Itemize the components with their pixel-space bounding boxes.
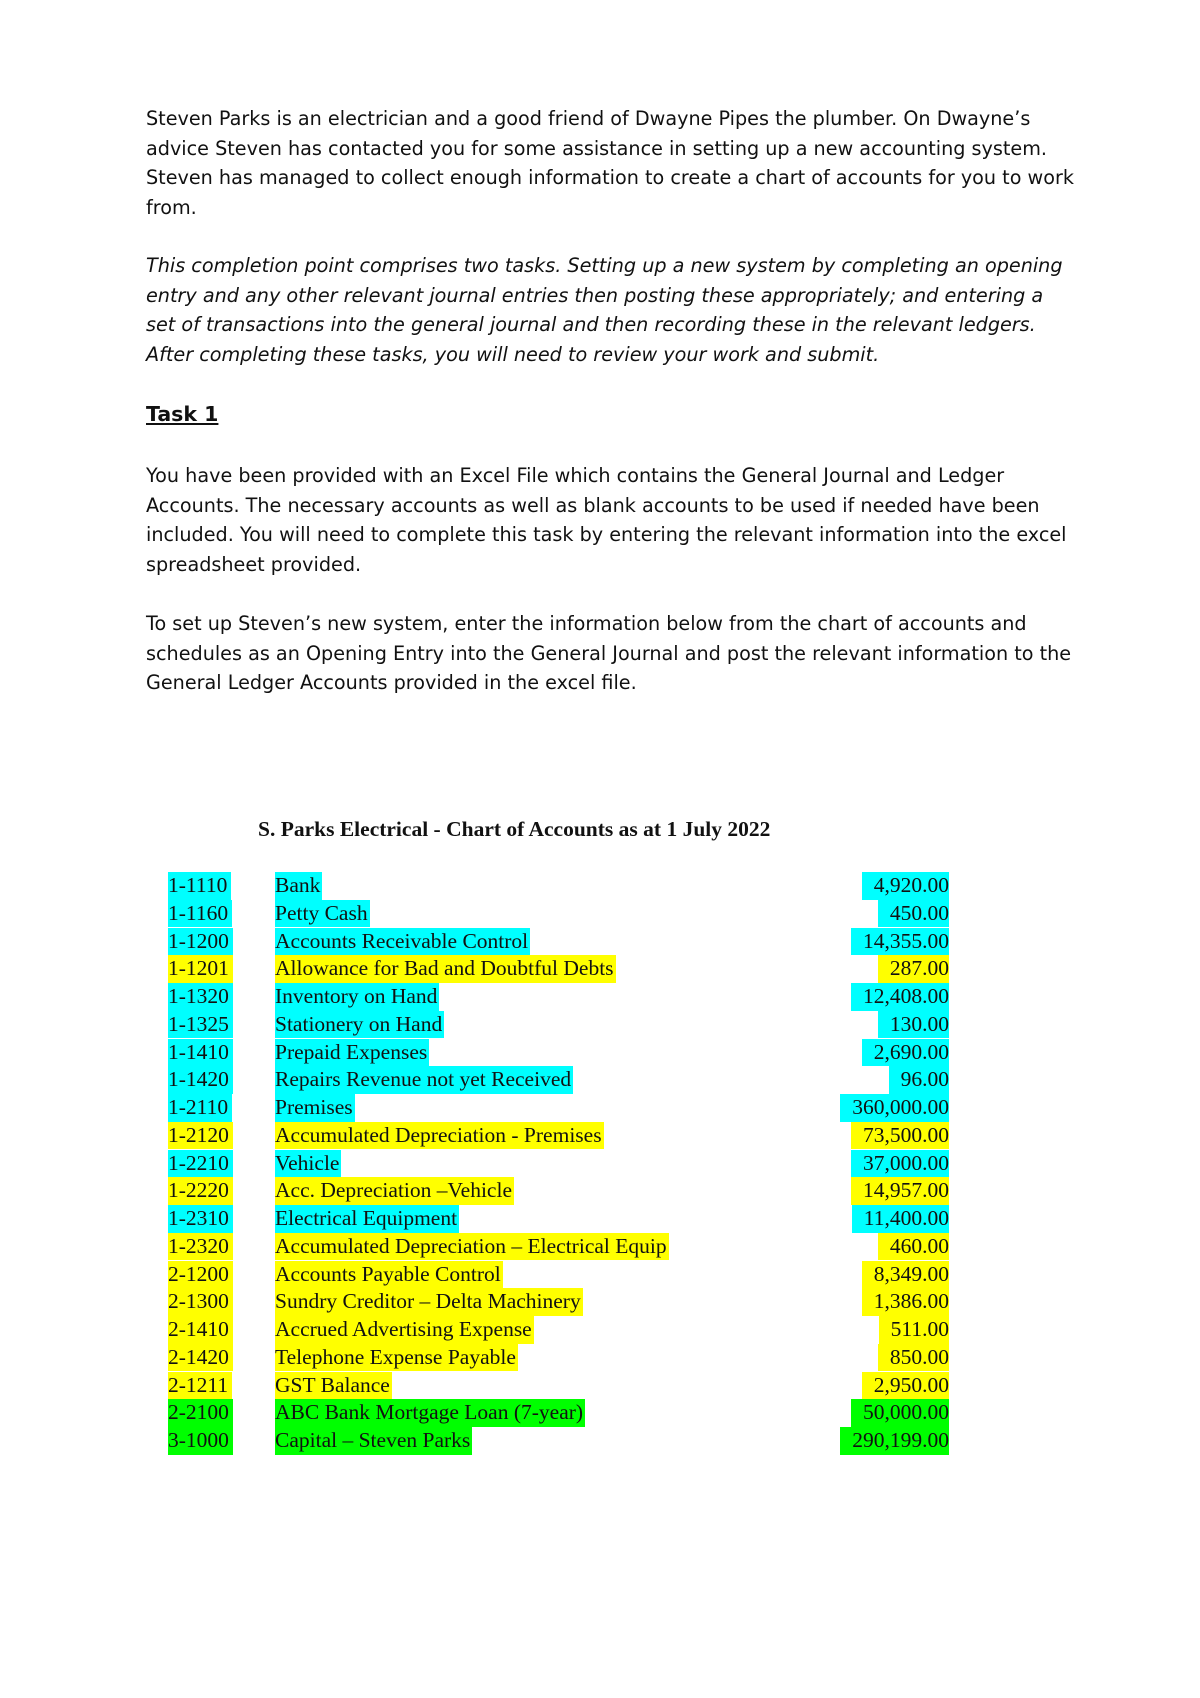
account-name: Accumulated Depreciation – Electrical Equip bbox=[275, 1233, 669, 1261]
account-balance: 1,386.00 bbox=[862, 1288, 949, 1316]
task-heading: Task 1 bbox=[146, 402, 219, 426]
account-balance: 2,690.00 bbox=[862, 1039, 949, 1067]
account-code: 1-1420 bbox=[168, 1066, 233, 1094]
task-paragraph-1: You have been provided with an Excel File which contains the General Journal and Ledger Accounts. The necessary accounts as well as blank accounts to be used if needed have been included. You will need to complete this task by entering the relevant information into the excel spreadsheet provided. bbox=[146, 464, 1067, 576]
account-balance: 12,408.00 bbox=[851, 983, 949, 1011]
chart-of-accounts-title: S. Parks Electrical - Chart of Accounts as at 1 July 2022 bbox=[258, 817, 771, 841]
account-code: 1-1110 bbox=[168, 872, 231, 900]
account-code: 1-2120 bbox=[168, 1122, 233, 1150]
task-paragraph-2: To set up Steven’s new system, enter the information below from the chart of accounts and schedules as an Opening Entry into the General Journal and post the relevant information to the General Ledger Accounts provided in the excel file. bbox=[146, 612, 1072, 694]
account-row bbox=[0, 1316, 1200, 1344]
account-balance: 14,355.00 bbox=[851, 928, 949, 956]
account-row bbox=[0, 1372, 1200, 1400]
account-balance: 96.00 bbox=[889, 1066, 949, 1094]
account-balance: 460.00 bbox=[878, 1233, 949, 1261]
account-code: 3-1000 bbox=[168, 1427, 233, 1455]
account-balance: 450.00 bbox=[878, 900, 949, 928]
account-balance: 37,000.00 bbox=[851, 1150, 949, 1178]
account-code: 1-1325 bbox=[168, 1011, 233, 1039]
account-name: Capital – Steven Parks bbox=[275, 1427, 472, 1455]
account-row bbox=[0, 1150, 1200, 1178]
account-row bbox=[0, 955, 1200, 983]
account-row bbox=[0, 1094, 1200, 1122]
account-name: Accounts Payable Control bbox=[275, 1261, 503, 1289]
account-balance: 287.00 bbox=[878, 955, 949, 983]
account-balance: 511.00 bbox=[879, 1316, 949, 1344]
account-code: 2-1211 bbox=[168, 1372, 232, 1400]
account-name: Electrical Equipment bbox=[275, 1205, 459, 1233]
account-name: Accounts Receivable Control bbox=[275, 928, 530, 956]
account-row bbox=[0, 1261, 1200, 1289]
account-balance: 130.00 bbox=[878, 1011, 949, 1039]
account-row bbox=[0, 1344, 1200, 1372]
account-row bbox=[0, 1205, 1200, 1233]
account-name: Accrued Advertising Expense bbox=[275, 1316, 534, 1344]
account-balance: 14,957.00 bbox=[851, 1177, 949, 1205]
account-name: Allowance for Bad and Doubtful Debts bbox=[275, 955, 616, 983]
account-code: 1-1410 bbox=[168, 1039, 233, 1067]
account-name: Inventory on Hand bbox=[275, 983, 439, 1011]
account-code: 1-2210 bbox=[168, 1150, 233, 1178]
account-row bbox=[0, 928, 1200, 956]
account-name: Bank bbox=[275, 872, 322, 900]
account-code: 1-2110 bbox=[168, 1094, 232, 1122]
account-row bbox=[0, 983, 1200, 1011]
account-name: Prepaid Expenses bbox=[275, 1039, 429, 1067]
account-row bbox=[0, 1233, 1200, 1261]
account-row bbox=[0, 1288, 1200, 1316]
account-name: Telephone Expense Payable bbox=[275, 1344, 518, 1372]
account-code: 1-1200 bbox=[168, 928, 233, 956]
account-code: 2-1410 bbox=[168, 1316, 233, 1344]
account-name: Premises bbox=[275, 1094, 355, 1122]
account-balance: 50,000.00 bbox=[851, 1399, 949, 1427]
account-code: 1-1201 bbox=[168, 955, 233, 983]
account-code: 1-1320 bbox=[168, 983, 233, 1011]
account-name: Repairs Revenue not yet Received bbox=[275, 1066, 573, 1094]
intro-paragraph-1: Steven Parks is an electrician and a good friend of Dwayne Pipes the plumber. On Dwayne’s advice Steven has contacted you for some assistance in setting up a new accounting system. Steven has managed to collect enough information to create a chart of accounts for you to work from. bbox=[146, 107, 1074, 219]
account-row bbox=[0, 1427, 1200, 1455]
account-code: 2-1200 bbox=[168, 1261, 233, 1289]
account-balance: 360,000.00 bbox=[840, 1094, 949, 1122]
account-balance: 290,199.00 bbox=[840, 1427, 949, 1455]
account-code: 2-1300 bbox=[168, 1288, 233, 1316]
account-row bbox=[0, 1039, 1200, 1067]
account-row bbox=[0, 1399, 1200, 1427]
account-name: Petty Cash bbox=[275, 900, 370, 928]
account-code: 1-1160 bbox=[168, 900, 232, 928]
account-name: Sundry Creditor – Delta Machinery bbox=[275, 1288, 583, 1316]
account-code: 1-2310 bbox=[168, 1205, 233, 1233]
account-name: Vehicle bbox=[275, 1150, 341, 1178]
account-code: 2-1420 bbox=[168, 1344, 233, 1372]
account-name: ABC Bank Mortgage Loan (7-year) bbox=[275, 1399, 585, 1427]
account-code: 1-2320 bbox=[168, 1233, 233, 1261]
account-name: Acc. Depreciation –Vehicle bbox=[275, 1177, 514, 1205]
account-balance: 11,400.00 bbox=[852, 1205, 949, 1233]
account-code: 1-2220 bbox=[168, 1177, 233, 1205]
account-name: GST Balance bbox=[275, 1372, 392, 1400]
account-row bbox=[0, 1177, 1200, 1205]
account-row bbox=[0, 1122, 1200, 1150]
intro-paragraph-2: This completion point comprises two tasks. Setting up a new system by completing an opening entry and any other relevant journal entries then posting these appropriately; and entering a set of transactions into the general journal and then recording these in the relevant ledgers. After completing these tasks, you will need to review your work and submit. bbox=[146, 254, 1063, 366]
account-name: Accumulated Depreciation - Premises bbox=[275, 1122, 604, 1150]
account-row bbox=[0, 900, 1200, 928]
account-row bbox=[0, 872, 1200, 900]
account-balance: 4,920.00 bbox=[862, 872, 949, 900]
account-balance: 850.00 bbox=[878, 1344, 949, 1372]
account-balance: 73,500.00 bbox=[851, 1122, 949, 1150]
account-balance: 8,349.00 bbox=[862, 1261, 949, 1289]
account-code: 2-2100 bbox=[168, 1399, 233, 1427]
account-row bbox=[0, 1066, 1200, 1094]
account-row bbox=[0, 1011, 1200, 1039]
account-name: Stationery on Hand bbox=[275, 1011, 444, 1039]
account-balance: 2,950.00 bbox=[862, 1372, 949, 1400]
